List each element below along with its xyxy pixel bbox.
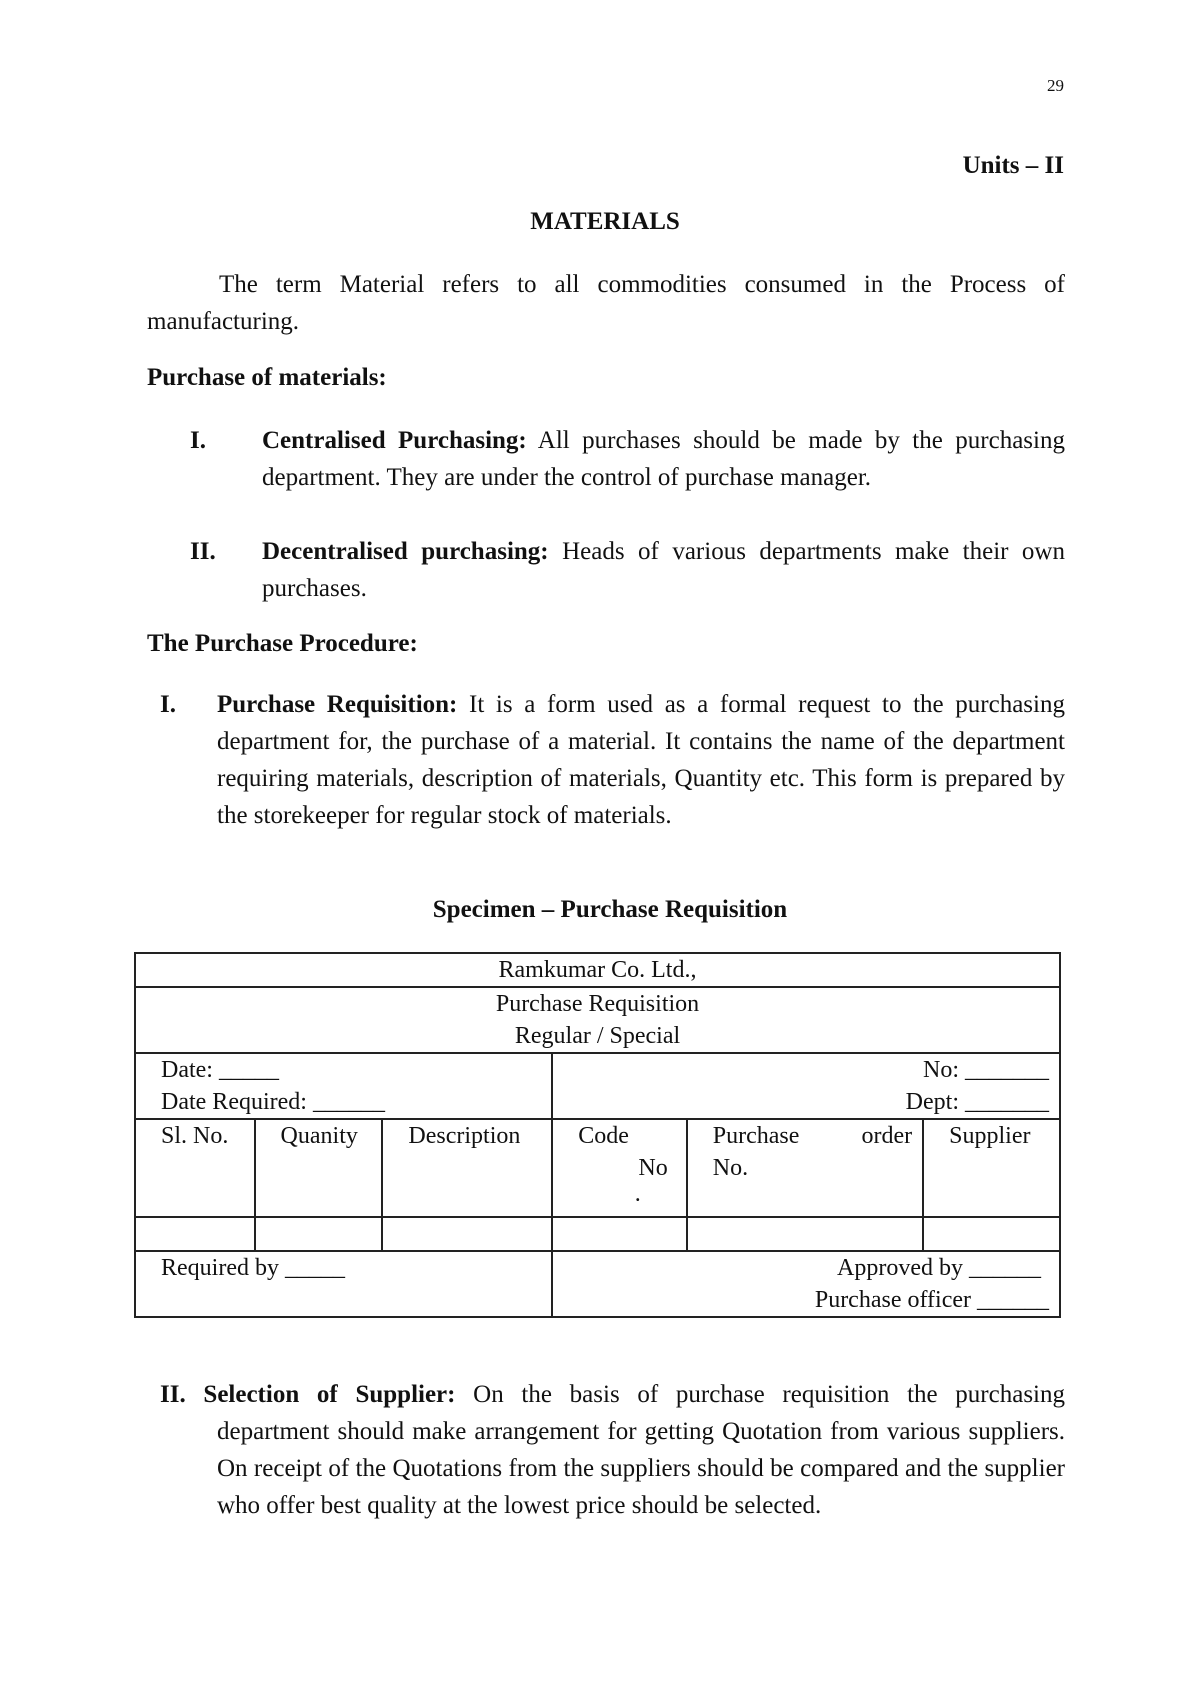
procedure-heading: The Purchase Procedure: bbox=[147, 630, 418, 657]
form-date: Date: _____ bbox=[161, 1057, 279, 1083]
list-text: Heads of various departments make their own purchases. bbox=[262, 538, 1065, 602]
col-code-no-label: No bbox=[638, 1155, 668, 1181]
list-lead-title: Selection of Supplier: bbox=[203, 1381, 456, 1408]
requisition-form bbox=[134, 952, 1061, 1318]
list-lead: II. bbox=[160, 1381, 186, 1408]
form-company: Ramkumar Co. Ltd., bbox=[135, 953, 1060, 987]
form-required-by-cell bbox=[135, 1251, 552, 1317]
form-header bbox=[135, 987, 1060, 1053]
list-number: II. bbox=[190, 538, 216, 565]
form-approved-by: Approved by ______ bbox=[837, 1255, 1041, 1281]
intro-paragraph: The term Material refers to all commodities consumed in the Process of manufacturing. bbox=[147, 271, 1065, 335]
list-lead: Decentralised purchasing: bbox=[262, 538, 549, 565]
form-date-cell bbox=[135, 1053, 552, 1119]
form-dept: Dept: _______ bbox=[905, 1089, 1049, 1115]
unit-heading: Units – II bbox=[962, 152, 1064, 179]
purchase-heading: Purchase of materials: bbox=[147, 364, 387, 391]
blank-cell bbox=[552, 1217, 687, 1251]
list-text-rest: department should make arrangement for getting Quotation from various suppliers. On receipt of the Quotations from the suppliers should be compared and the supplier who offer best quality at the lowest price should be selected. bbox=[217, 1418, 1065, 1519]
form-date-required: Date Required: ______ bbox=[161, 1089, 385, 1115]
col-quantity: Quanity bbox=[255, 1119, 383, 1217]
list-text: All purchases should be made by the purchasing department. They are under the control of purchase manager. bbox=[262, 427, 1065, 491]
blank-cell bbox=[255, 1217, 383, 1251]
list-body bbox=[262, 533, 1065, 607]
form-type: Regular / Special bbox=[514, 1023, 681, 1049]
specimen-title: Specimen – Purchase Requisition bbox=[432, 896, 788, 923]
form-required-by: Required by _____ bbox=[161, 1255, 345, 1281]
form-no-cell bbox=[552, 1053, 1060, 1119]
list-text-first: On the basis of purchase requisition the purchasing bbox=[455, 1381, 1065, 1408]
list-number: I. bbox=[190, 427, 206, 454]
list-body bbox=[217, 686, 1065, 834]
col-sl-no: Sl. No. bbox=[135, 1119, 255, 1217]
list-lead: Purchase Requisition: bbox=[217, 691, 458, 718]
list-lead: Centralised Purchasing: bbox=[262, 427, 527, 454]
form-no: No: _______ bbox=[923, 1057, 1049, 1083]
col-po-word-1: Purchase bbox=[712, 1123, 800, 1149]
page-number: 29 bbox=[1047, 76, 1064, 95]
col-po-word-2: order bbox=[861, 1123, 913, 1149]
form-purchase-officer: Purchase officer ______ bbox=[814, 1287, 1049, 1313]
blank-cell bbox=[382, 1217, 552, 1251]
page-title: MATERIALS bbox=[530, 208, 680, 235]
blank-cell bbox=[687, 1217, 923, 1251]
col-code-label: Code bbox=[578, 1123, 629, 1149]
col-code-dot: . bbox=[634, 1181, 641, 1207]
list-first-line bbox=[160, 1376, 1065, 1413]
col-po-word-3: No. bbox=[712, 1155, 749, 1181]
col-code-no bbox=[552, 1119, 687, 1217]
col-po-line bbox=[713, 1120, 912, 1152]
form-name: Purchase Requisition bbox=[495, 991, 700, 1017]
col-supplier: Supplier bbox=[923, 1119, 1060, 1217]
list-item-supplier-selection bbox=[160, 1376, 1065, 1524]
col-description: Description bbox=[382, 1119, 552, 1217]
list-body bbox=[262, 422, 1065, 496]
form-approval-cell bbox=[552, 1251, 1060, 1317]
blank-cell bbox=[923, 1217, 1060, 1251]
list-number: I. bbox=[160, 691, 176, 718]
col-purchase-order-no bbox=[687, 1119, 923, 1217]
blank-cell bbox=[135, 1217, 255, 1251]
list-text: It is a form used as a formal request to the purchasing department for, the purchase of a material. It contains the name of the department requiring materials, description of materials, Quantity etc. This form is prepared by the storekeeper for regular stock of materials. bbox=[217, 691, 1065, 829]
